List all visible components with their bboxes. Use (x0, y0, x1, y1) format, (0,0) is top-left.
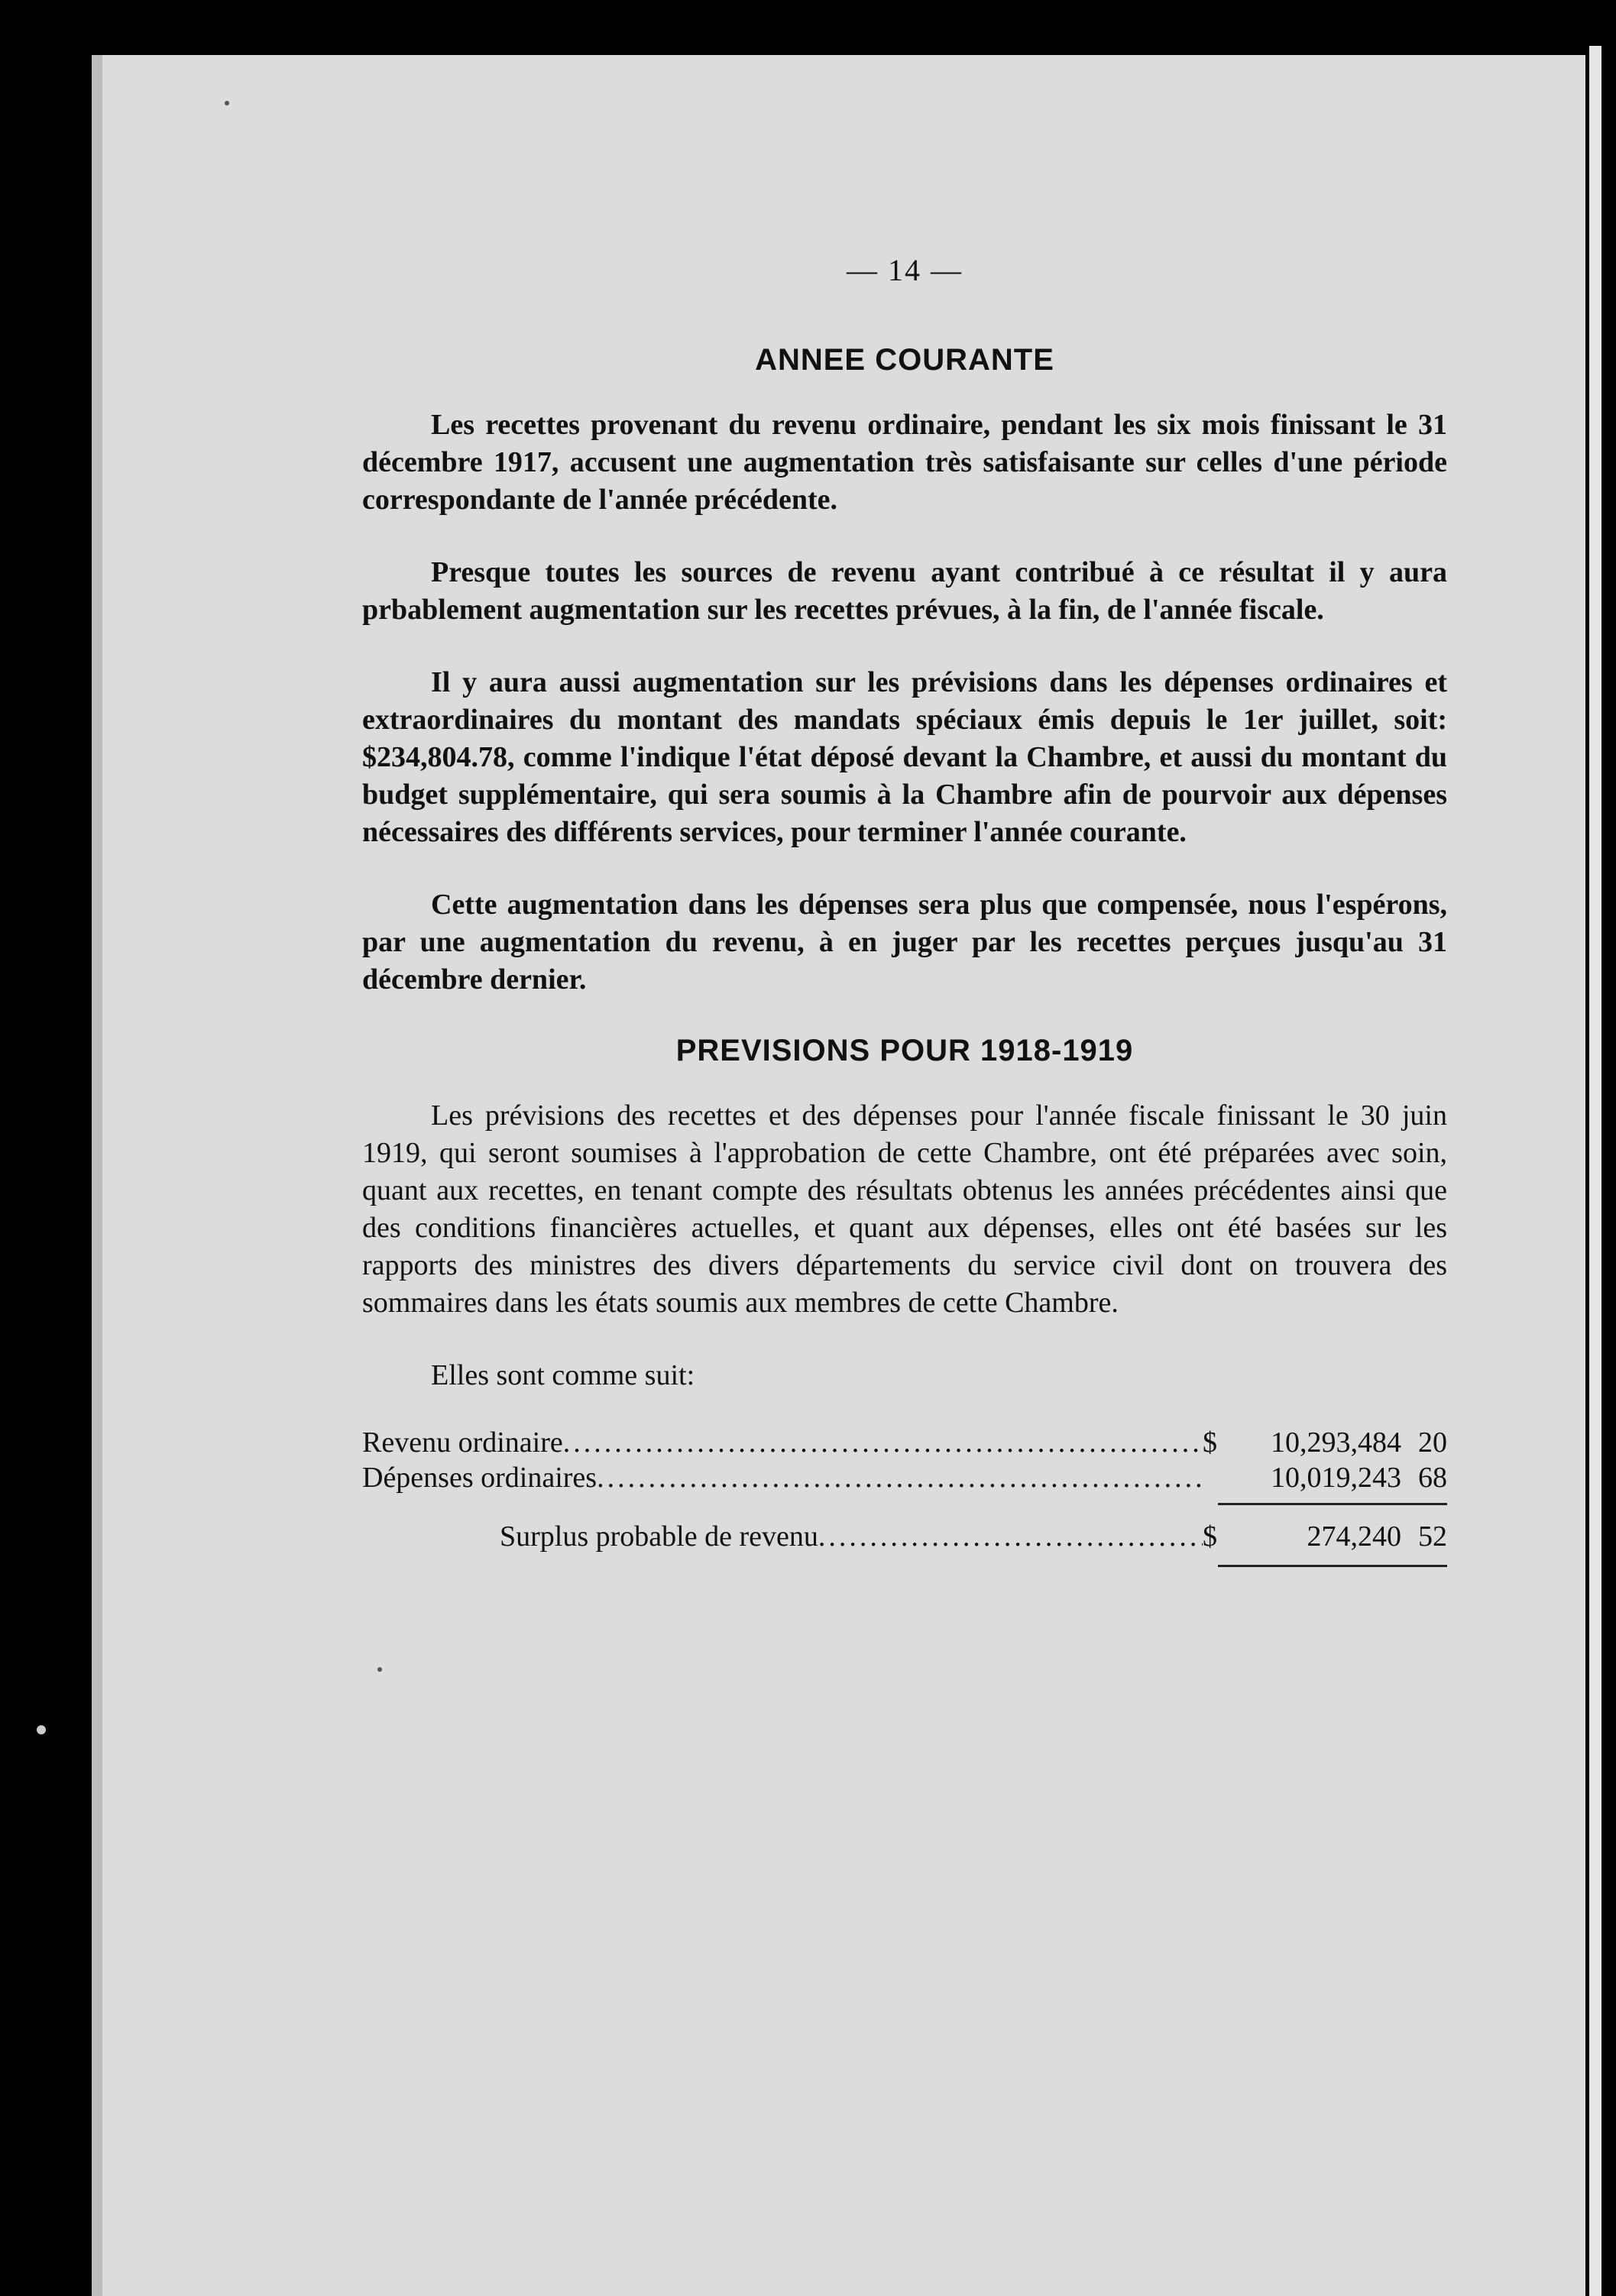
ledger-rule (1218, 1503, 1447, 1505)
ledger-intro: Elles sont comme suit: (431, 1359, 695, 1391)
ledger-cents: 52 (1418, 1520, 1447, 1553)
ledger-row-revenue (362, 1425, 1447, 1460)
ledger-cents: 20 (1418, 1426, 1447, 1459)
ledger-cents: 68 (1418, 1462, 1447, 1494)
scan-speck (377, 1667, 382, 1672)
paragraph-receipts: Les recettes provenant du revenu ordinaire, pendant les six mois finissant le 31 décembre 1917, accusent une augmentation très satisfaisante sur celles d'une période correspondante de l'année précédente. (362, 409, 1447, 516)
ledger-amount: 10,293,484 (1271, 1426, 1401, 1459)
ledger-label: Dépenses ordinaires (362, 1462, 597, 1494)
ledger-amount: 10,019,243 (1271, 1462, 1401, 1494)
ledger-label: Surplus probable de revenu (500, 1520, 818, 1553)
ledger-label: Revenu ordinaire (362, 1426, 563, 1459)
paragraph-forecast: Les prévisions des recettes et des dépenses pour l'année fiscale finissant le 30 juin 1919, qui seront soumises à l'approbation de cette Chambre, ont été préparées avec soin, quant aux recettes, en tenant compte des résultats obtenus les années précédentes ainsi que des conditions financières actuelles, et quant aux dépenses, elles ont été basées sur les rapports des ministres des divers départements du service civil dont on trouvera des sommaires dans les états soumis aux membres de cette Chambre. (362, 1099, 1447, 1319)
scan-speck (37, 1725, 46, 1734)
page-number: — 14 — (847, 253, 963, 287)
adjacent-page-edge (1589, 46, 1601, 2296)
ledger-total-rule (1218, 1565, 1447, 1567)
heading-current-year: ANNEE COURANTE (755, 343, 1054, 377)
paragraph-sources: Presque toutes les sources de revenu ayant contribué à ce résultat il y aura prbablement augmentation sur les recettes prévues, à la fin, de l'année fiscale. (362, 556, 1447, 626)
ledger-row-surplus (362, 1519, 1447, 1554)
scan-speck (225, 101, 229, 105)
heading-forecast: PREVISIONS POUR 1918-1919 (675, 1034, 1134, 1067)
leader-dots (597, 1460, 1203, 1495)
paragraph-expenses-increase: Il y aura aussi augmentation sur les prévisions dans les dépenses ordinaires et extraordinaires du montant des mandats spéciaux émis depuis le 1er juillet, soit: $234,804.78, comme l'indique l'état déposé devant la Chambre, et aussi du montant du budget supplémentaire, qui sera soumis à la Chambre afin de pourvoir aux dépenses nécessaires des différents services, pour terminer l'année courante. (362, 666, 1447, 848)
page-content (362, 252, 1447, 1581)
paragraph-compensation: Cette augmentation dans les dépenses sera plus que compensée, nous l'espérons, par une augmentation du revenu, à en juger par les recettes perçues jusqu'au 31 décembre dernier. (362, 889, 1447, 996)
leader-dots (563, 1425, 1203, 1460)
ledger-row-expenses (362, 1460, 1447, 1495)
ledger-currency: $ (1203, 1426, 1217, 1459)
ledger-amount: 274,240 (1307, 1520, 1401, 1553)
leader-dots (818, 1519, 1203, 1554)
budget-ledger (362, 1425, 1447, 1567)
ledger-currency: $ (1203, 1520, 1217, 1553)
